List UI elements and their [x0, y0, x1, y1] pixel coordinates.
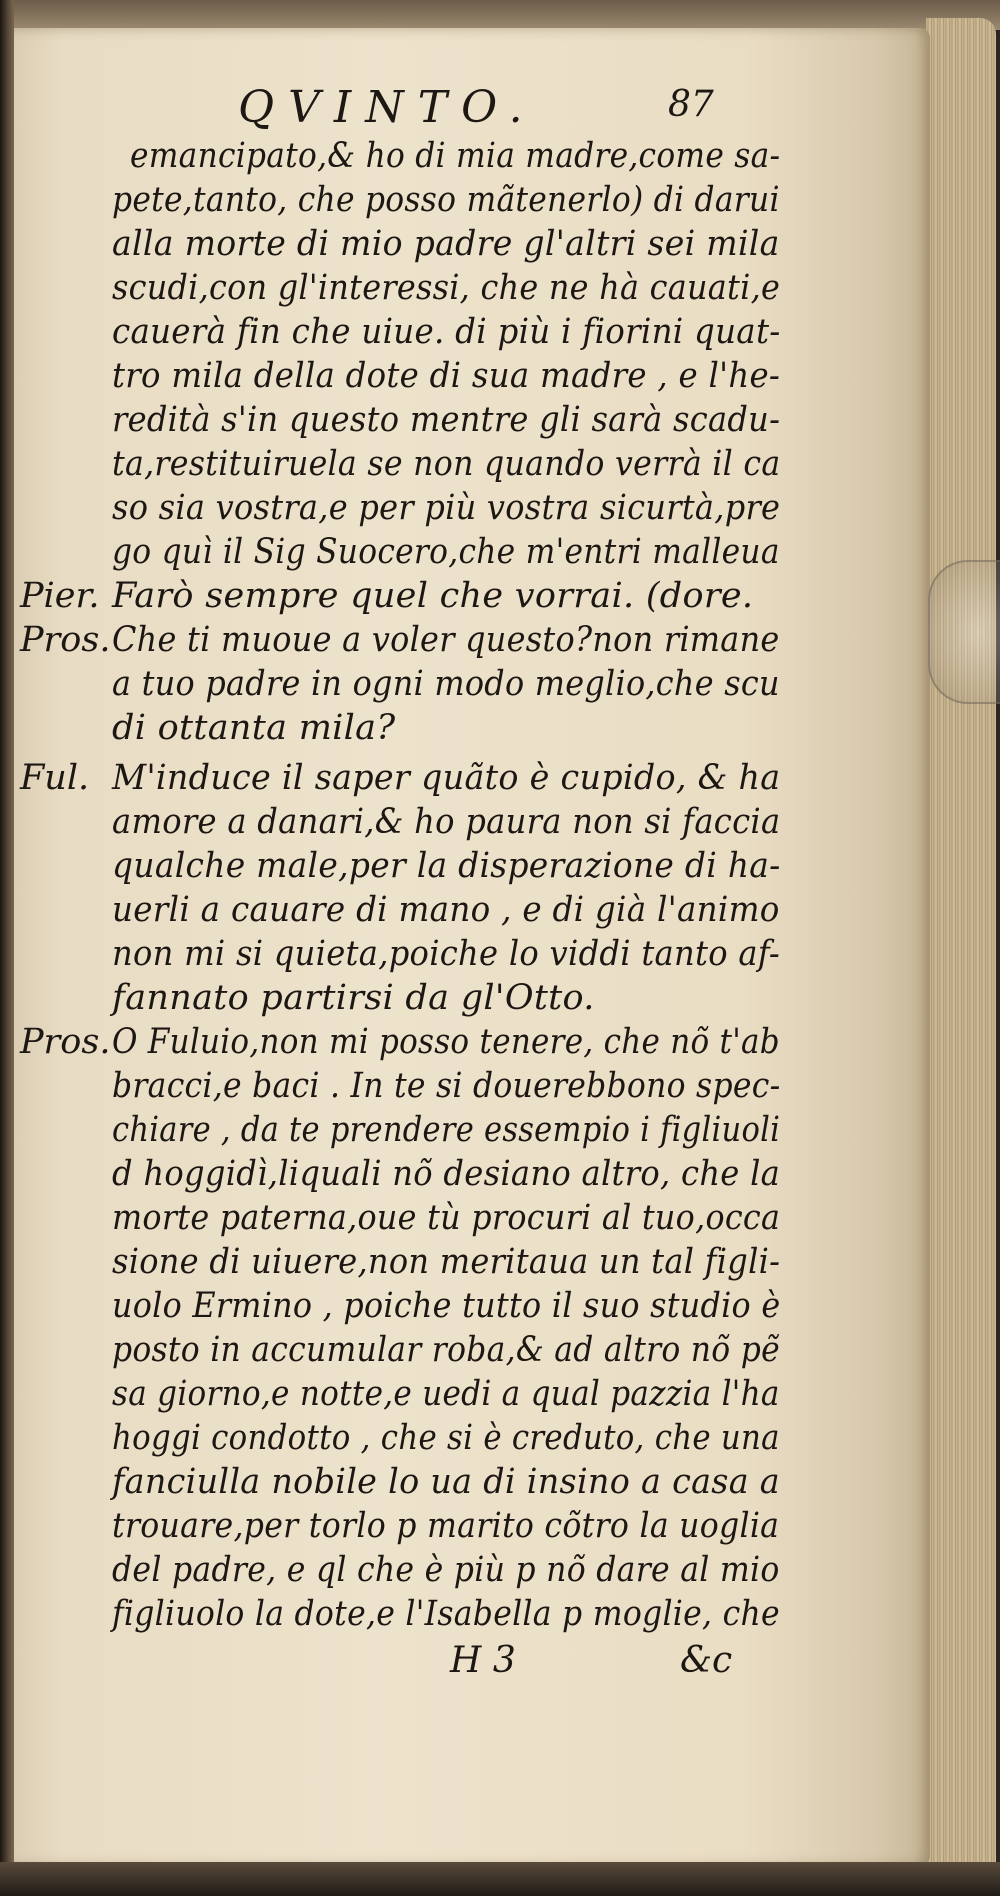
- text-line: posto in accumular roba,& ad altro nõ pẽ: [112, 1330, 780, 1370]
- speaker-label-pros: Pros.: [20, 1022, 111, 1062]
- text-line: O Fuluio,non mi posso tenere, che nõ t'ab: [112, 1022, 780, 1062]
- text-line: amore a danari,& ho paura non si faccia: [112, 802, 781, 842]
- text-line: fannato partirsi da gl'Otto.: [112, 978, 595, 1018]
- text-line: del padre, e ql che è più p nõ dare al mio: [112, 1550, 780, 1590]
- text-line: bracci,e baci . In te si douerebbono spec-: [112, 1066, 781, 1106]
- text-line: qualche male,per la disperazione di ha-: [112, 846, 781, 886]
- page-number: 87: [668, 84, 714, 125]
- text-line: uerli a cauare di mano , e di già l'animo: [112, 890, 780, 930]
- text-line: non mi si quieta,poiche lo viddi tanto af-: [112, 934, 780, 974]
- text-line: chiare , da te prendere essempio i figliuoli: [112, 1110, 781, 1150]
- text-line: pete,tanto, che posso mãtenerlo) di darui: [112, 180, 780, 220]
- text-line: sione di uiuere,non meritaua un tal figli-: [112, 1242, 781, 1282]
- text-line: Farò sempre quel che vorrai. (dore.: [112, 576, 754, 616]
- text-line: Che ti muoue a voler questo?non rimane: [112, 620, 780, 660]
- speaker-label-pros: Pros.: [20, 620, 111, 660]
- speaker-label-pier: Pier.: [20, 576, 100, 616]
- text-line: hoggi condotto , che si è creduto, che una: [112, 1418, 780, 1458]
- running-title: QVINTO.: [238, 82, 537, 133]
- text-line: tro mila della dote di sua madre , e l'he-: [112, 356, 781, 396]
- text-line: figliuolo la dote,e l'Isabella p moglie, che: [112, 1594, 780, 1634]
- text-line: di ottanta mila?: [112, 708, 396, 748]
- text-line: fanciulla nobile lo ua di insino a casa a: [112, 1462, 780, 1502]
- text-line: uolo Ermino , poiche tutto il suo studio è: [112, 1286, 781, 1326]
- signature-mark: H 3: [450, 1640, 516, 1681]
- text-line: trouare,per torlo p marito cõtro la uoglia: [112, 1506, 780, 1546]
- text-line: sa giorno,e notte,e uedi a qual pazzia l'ha: [112, 1374, 780, 1414]
- text-line: morte paterna,oue tù procuri al tuo,occa: [112, 1198, 781, 1238]
- text-line: redità s'in questo mentre gli sarà scadu-: [112, 400, 781, 440]
- speaker-label-ful: Ful.: [20, 758, 90, 798]
- text-line: d hoggidì,liquali nõ desiano altro, che la: [112, 1154, 781, 1194]
- text-line: ta,restituiruela se non quando verrà il ca: [112, 444, 781, 484]
- text-line: M'induce il saper quãto è cupido, & ha: [112, 758, 781, 798]
- text-line: emancipato,& ho di mia madre,come sa-: [130, 136, 781, 176]
- text-line: a tuo padre in ogni modo meglio,che scu: [112, 664, 780, 704]
- text-line: scudi,con gl'interessi, che ne hà cauati,e: [112, 268, 781, 308]
- text-line: alla morte di mio padre gl'altri sei mila: [112, 224, 780, 264]
- catchword: &c: [680, 1640, 733, 1681]
- text-line: so sia vostra,e per più vostra sicurtà,pre: [112, 488, 781, 528]
- text-line: go quì il Sig Suocero,che m'entri malleua: [112, 532, 780, 572]
- text-line: cauerà fin che uiue. di più i fiorini quat-: [112, 312, 781, 352]
